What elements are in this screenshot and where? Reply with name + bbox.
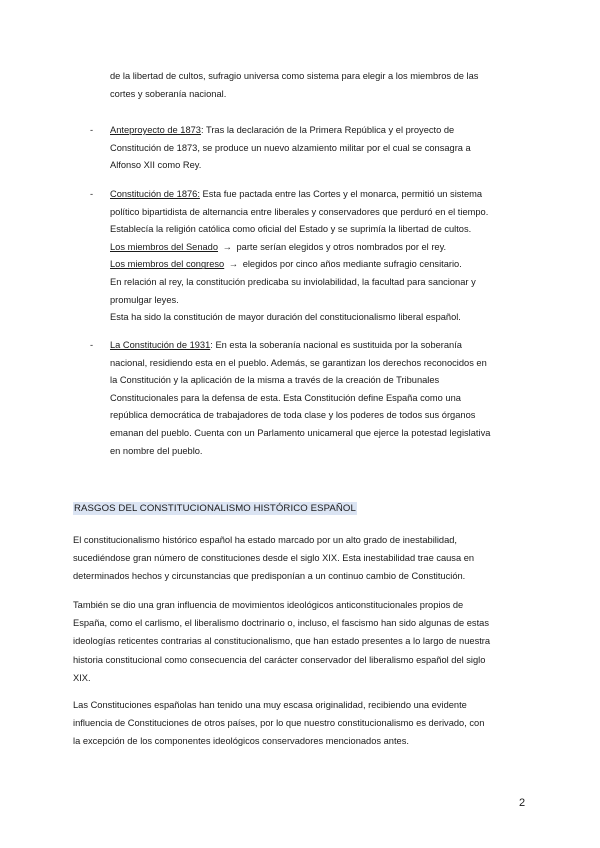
paragraph-3	[73, 696, 531, 751]
text-line: : En esta la soberanía nacional es sustituida por la soberanía	[210, 340, 462, 350]
list-item-constitucion-1931	[90, 337, 530, 460]
page-number: 2	[519, 797, 526, 809]
congreso-line	[110, 256, 530, 274]
text-line: ideologías reticentes contrarias al constitucionalismo, que han estado presentes a lo largo de nuestra	[73, 636, 491, 647]
text-line: determinados hechos y circunstancias que predisponían a un continuo cambio de Constitución.	[73, 571, 466, 582]
bullet-marker: -	[90, 189, 94, 199]
text-line: Constitucionales para la defensa de esta. Esta Constitución define España como una	[110, 392, 461, 403]
text-line: nacional, residiendo esta en el pueblo. Además, se garantizan los derechos reconocidos en	[110, 357, 487, 368]
text-line: También se dio una gran influencia de movimientos ideológicos anticonstitucionales propios de	[73, 600, 464, 610]
continuation-text	[110, 68, 530, 103]
text-line: Esta fue pactada entre las Cortes y el monarca, permitió un sistema	[199, 189, 483, 199]
bullet-marker: -	[90, 340, 94, 350]
senado-text: parte serían elegidos y otros nombrados por el rey.	[236, 241, 447, 252]
text-line: historia constitucional como consecuencia del carácter conservador del liberalismo español del siglo	[73, 654, 486, 665]
arrow-icon: →	[222, 241, 232, 252]
text-line: Establecía la religión católica como oficial del Estado y se suprimía la libertad de cultos.	[110, 224, 472, 235]
text-line: El constitucionalismo histórico español ha estado marcado por un alto grado de inestabilidad,	[73, 535, 457, 545]
paragraph-2	[73, 596, 531, 687]
text-line: la Constitución y la aplicación de la misma a través de la creación de Tribunales	[110, 375, 440, 386]
text-line: cortes y soberanía nacional.	[110, 88, 227, 99]
text-line: la excepción de los componentes ideológicos conservadores mencionados antes.	[73, 736, 409, 747]
list-item-constitucion-1876	[90, 186, 530, 327]
text-line: república democrática de trabajadores de toda clase y los poderes de todos sus órganos	[110, 410, 476, 421]
congreso-label: Los miembros del congreso	[110, 259, 225, 270]
paragraph-1	[73, 531, 531, 586]
text-line: XIX.	[73, 672, 91, 683]
text-line: Alfonso XII como Rey.	[110, 160, 202, 171]
senado-label: Los miembros del Senado	[110, 241, 219, 252]
text-line: emanan del pueblo. Cuenta con un Parlamento unicameral que ejerce la potestad legislativa	[110, 427, 491, 438]
section-title: RASGOS DEL CONSTITUCIONALISMO HISTÓRICO ESPAÑOL	[74, 503, 356, 514]
text-line: Constitución de 1873, se produce un nuevo alzamiento militar por el cual se consagra a	[110, 142, 471, 153]
text-line: de la libertad de cultos, sufragio universa como sistema para elegir a los miembros de las	[110, 71, 479, 81]
item-title: La Constitución de 1931	[110, 340, 211, 350]
item-title: Anteproyecto de 1873	[110, 125, 201, 135]
text-line: : Tras la declaración de la Primera República y el proyecto de	[200, 125, 455, 135]
text-line: influencia de Constituciones de otros países, por lo que nuestro constitucionalismo es derivado, con	[73, 718, 485, 729]
bullet-marker: -	[90, 125, 94, 135]
congreso-text: elegidos por cinco años mediante sufragio censitario.	[242, 259, 462, 270]
senado-line	[110, 239, 530, 257]
text-line: En relación al rey, la constitución predicaba su inviolabilidad, la facultad para sancionar y	[110, 276, 476, 287]
text-line: Las Constituciones españolas han tenido una muy escasa originalidad, recibiendo una evidente	[73, 700, 467, 710]
arrow-icon: →	[228, 259, 239, 270]
item-title: Constitución de 1876:	[110, 189, 200, 199]
text-line: político bipartidista de alternancia entre liberales y conservadores que perduró en el tiempo.	[110, 206, 489, 217]
text-line: Esta ha sido la constitución de mayor duración del constitucionalismo liberal español.	[110, 312, 461, 323]
text-line: sucediéndose gran número de constituciones desde el siglo XIX. Esta inestabilidad trae causa en	[73, 553, 475, 564]
text-line: España, como el carlismo, el liberalismo doctrinario o, incluso, el fascismo han sido algunas de estas	[73, 618, 489, 629]
list-item-anteproyecto-1873	[90, 122, 530, 175]
text-line: promulgar leyes.	[110, 294, 179, 305]
text-line: en nombre del pueblo.	[110, 445, 203, 456]
